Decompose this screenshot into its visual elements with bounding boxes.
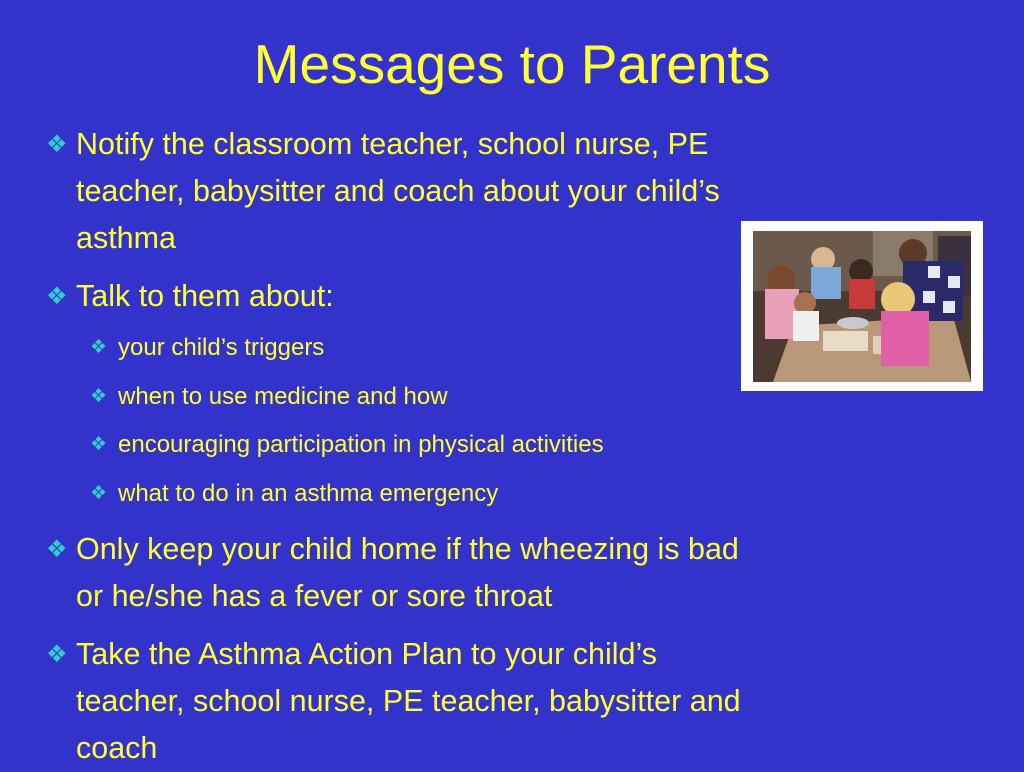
bullet-line: Take the Asthma Action Plan to your child’s [76,637,657,671]
bullet-text [76,121,720,262]
photo-frame [741,221,983,391]
classroom-children-photo-icon [753,231,971,382]
bullet-item [46,526,739,620]
diamond-bullet-icon: ❖ [90,337,108,358]
sub-bullet-text: when to use medicine and how [118,383,448,410]
sub-bullet-item [90,479,498,509]
sub-bullet-text: what to do in an asthma emergency [118,480,499,507]
diamond-bullet-icon: ❖ [46,641,68,668]
sub-bullet-item [90,382,448,412]
diamond-bullet-icon: ❖ [46,536,68,563]
bullet-item [46,631,741,772]
bullet-text [76,631,741,772]
bullet-item [46,121,720,262]
bullet-line: Only keep your child home if the wheezing is bad [76,532,739,566]
diamond-bullet-icon: ❖ [46,131,68,158]
diamond-bullet-icon: ❖ [46,283,68,310]
sub-bullet-text: encouraging participation in physical activities [118,431,604,458]
bullet-line: Notify the classroom teacher, school nurse, PE [76,127,709,161]
slide-title: Messages to Parents [253,33,771,95]
bullet-line: coach [76,731,158,765]
bullet-line: teacher, babysitter and coach about your child’s [76,174,720,208]
sub-bullet-item [90,333,324,363]
sub-bullet-item [90,430,604,460]
bullet-text [76,526,739,620]
diamond-bullet-icon: ❖ [90,434,108,455]
sub-bullet-text: your child’s triggers [118,334,325,361]
bullet-item [46,273,334,320]
bullet-line: teacher, school nurse, PE teacher, babysitter and [76,684,741,718]
diamond-bullet-icon: ❖ [90,386,108,407]
bullet-line: Talk to them about: [76,279,334,313]
bullet-line: asthma [76,221,177,255]
bullet-text [76,273,334,320]
bullet-line: or he/she has a fever or sore throat [76,579,553,613]
diamond-bullet-icon: ❖ [90,483,108,504]
